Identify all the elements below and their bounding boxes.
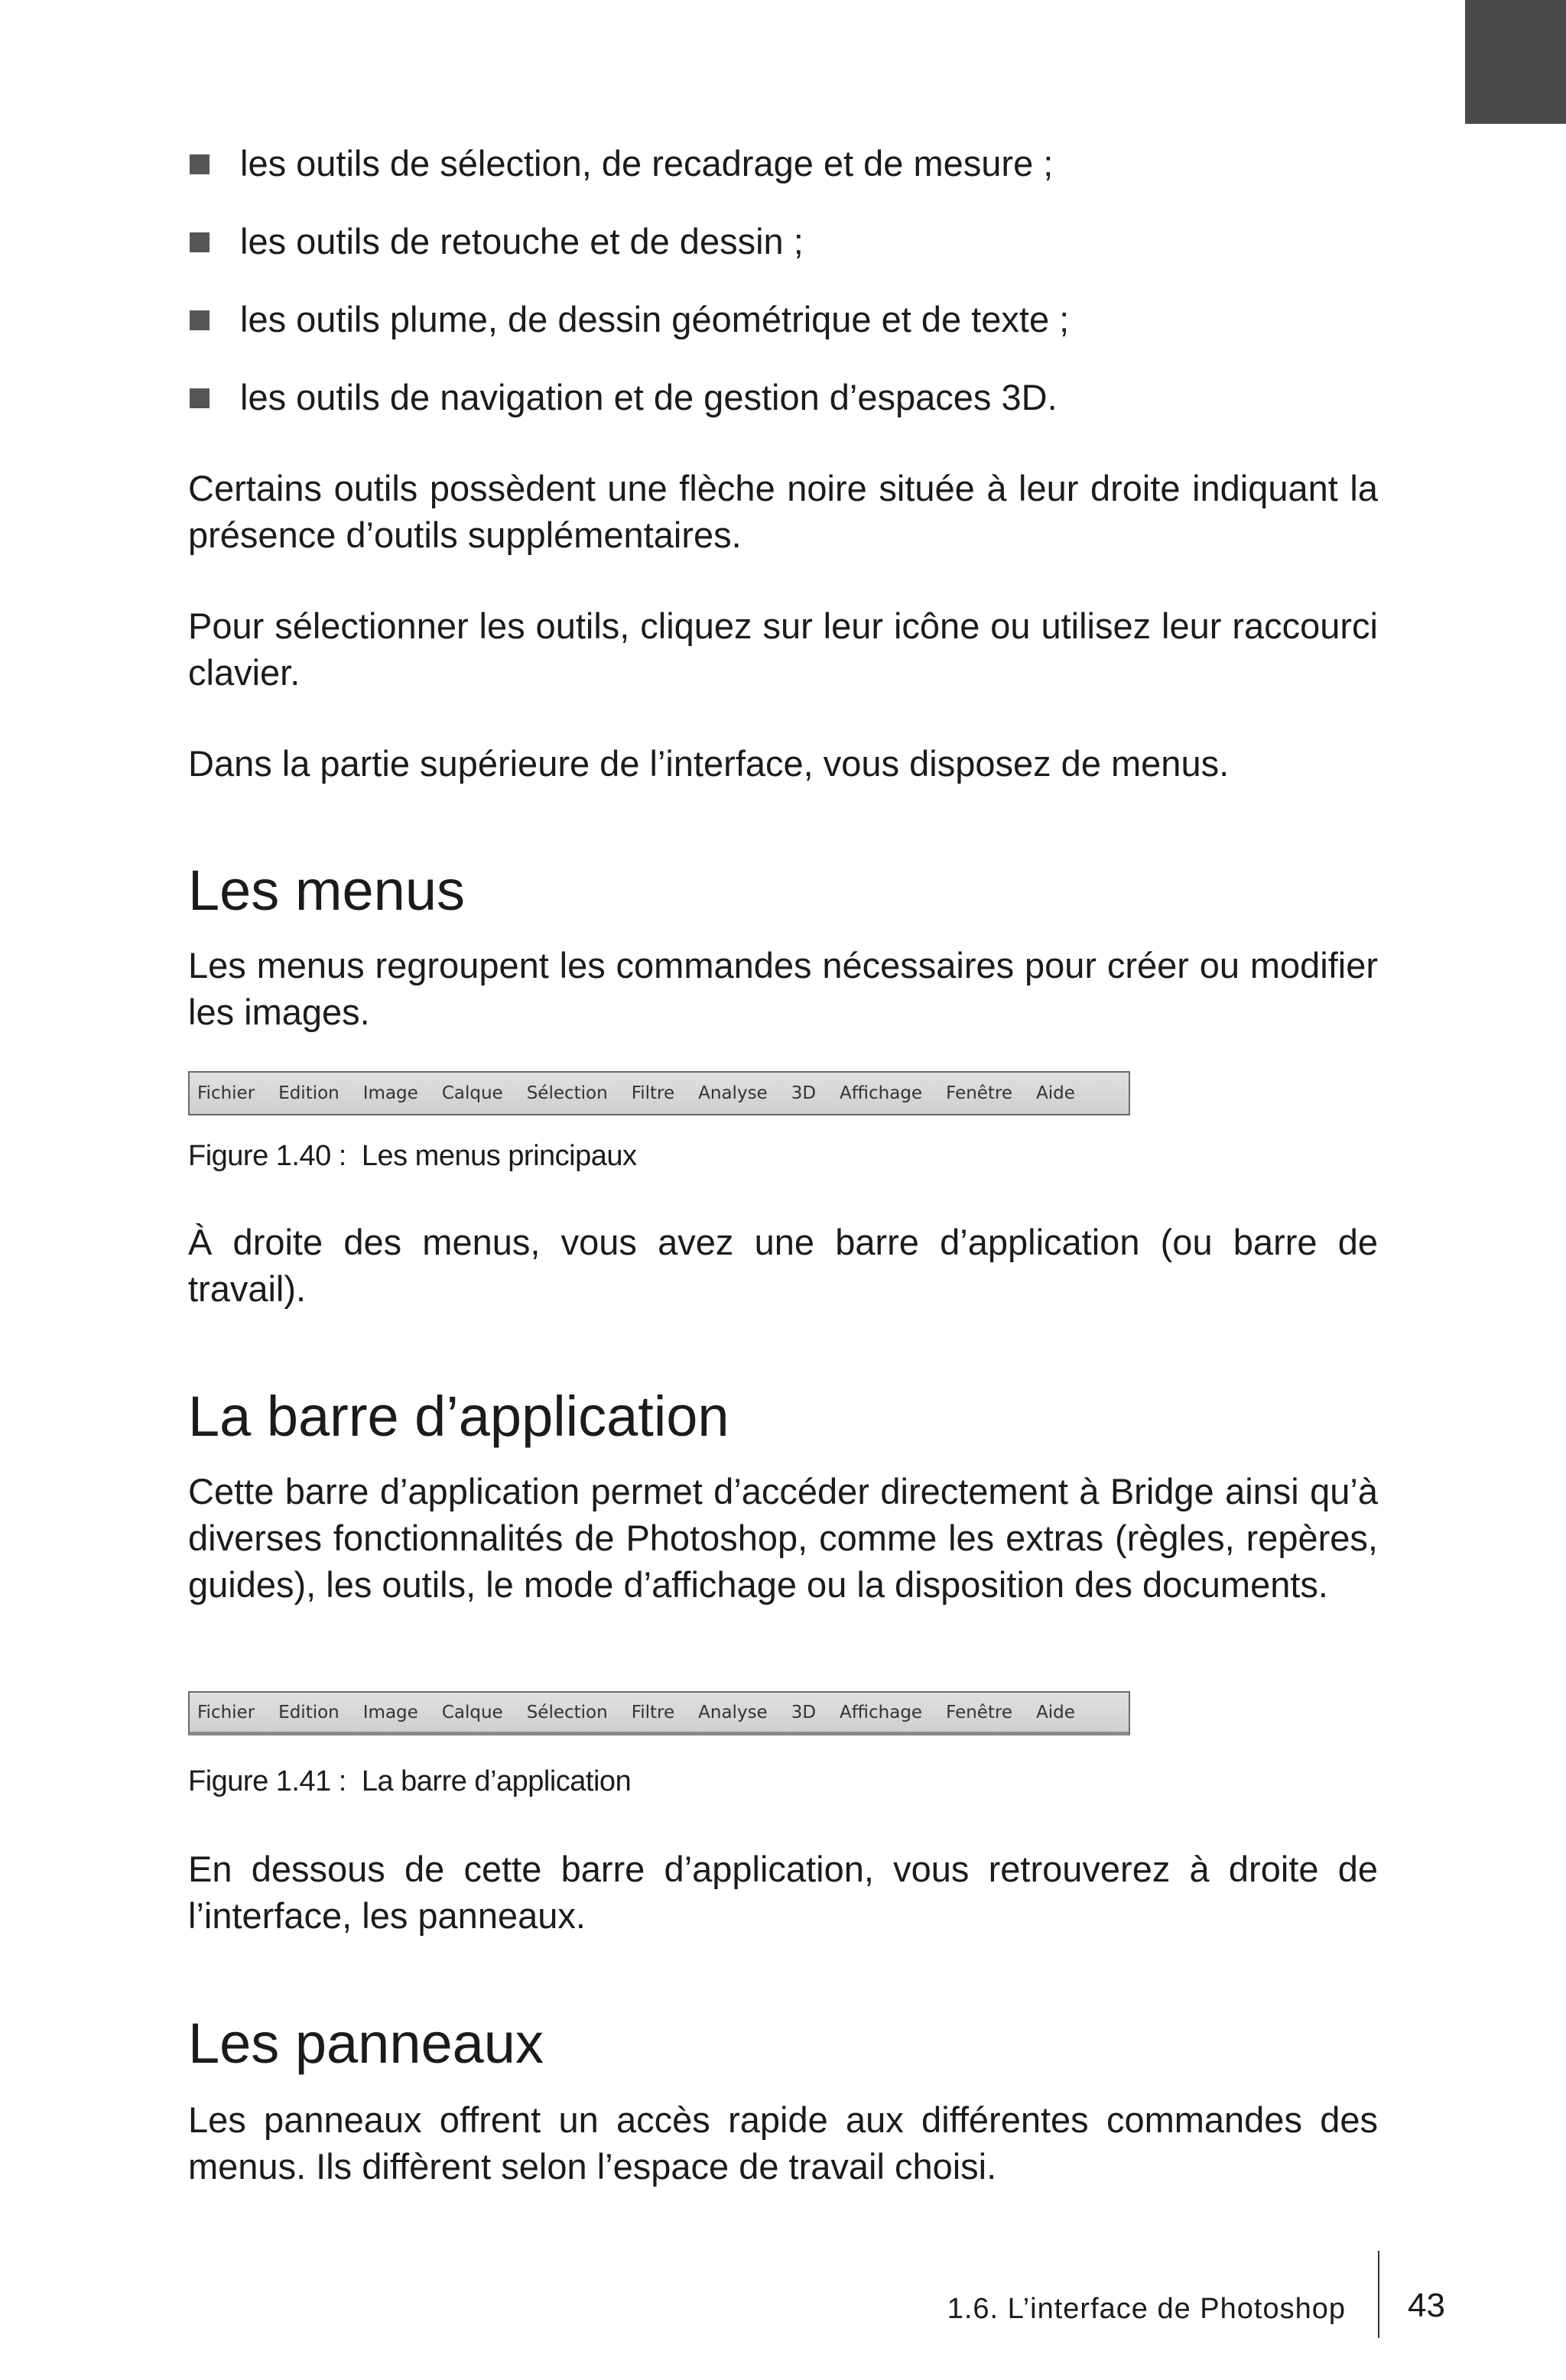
paragraph-tool-arrows: Certains outils possèdent une flèche noire située à leur droite indiquant la présence d’outils supplémentaires. — [188, 468, 1378, 555]
menu-item-3d[interactable]: 3D — [791, 1083, 817, 1103]
menu-item-affichage[interactable]: Affichage — [840, 1083, 923, 1103]
list-item — [188, 370, 1378, 448]
paragraph-after-menus: À droite des menus, vous avez une barre d’application (ou barre de travail). — [188, 1222, 1378, 1309]
bullet-square-icon — [190, 232, 210, 252]
list-item — [188, 292, 1378, 370]
tool-category-list — [188, 136, 1378, 448]
menu-item-edition[interactable]: Edition — [278, 1702, 340, 1722]
figure-label: Figure 1.41 : — [188, 1765, 346, 1797]
list-item-text: les outils de sélection, de recadrage et de mesure ; — [240, 143, 1054, 183]
menu-item-fenetre[interactable]: Fenêtre — [946, 1083, 1013, 1103]
menu-item-3d[interactable]: 3D — [791, 1702, 817, 1722]
heading-les-panneaux: Les panneaux — [188, 2011, 544, 2075]
heading-barre-application: La barre d’application — [188, 1385, 729, 1448]
menu-item-selection[interactable]: Sélection — [526, 1702, 608, 1722]
heading-les-menus: Les menus — [188, 859, 465, 922]
footer-chapter-title: 1.6. L’interface de Photoshop — [947, 2293, 1346, 2325]
list-item-text: les outils plume, de dessin géométrique et de texte ; — [240, 299, 1070, 339]
list-item — [188, 136, 1378, 214]
menu-item-fenetre[interactable]: Fenêtre — [946, 1702, 1013, 1722]
list-item — [188, 214, 1378, 292]
figure-1-40-caption — [188, 1138, 637, 1174]
menu-item-fichier[interactable]: Fichier — [197, 1702, 255, 1722]
paragraph-select-tools: Pour sélectionner les outils, cliquez sur leur icône ou utilisez leur raccourci clavier. — [188, 606, 1378, 693]
paragraph-panels-body: Les panneaux offrent un accès rapide aux différentes commandes des menus. Ils diffèrent selon l’espace de travail choisi. — [188, 2099, 1378, 2187]
menu-item-aide[interactable]: Aide — [1036, 1083, 1075, 1103]
list-item-text: les outils de navigation et de gestion d’espaces 3D. — [240, 377, 1058, 417]
paragraph-appbar-body: Cette barre d’application permet d’accéder directement à Bridge ainsi qu’à diverses fonctionnalités de Photoshop, comme les extras (règles, repères, guides), les outils, le mode d’affichage ou la disposition des documents. — [188, 1471, 1378, 1605]
list-item-text: les outils de retouche et de dessin ; — [240, 221, 804, 261]
figure-1-41-caption — [188, 1763, 631, 1800]
footer-divider — [1378, 2251, 1379, 2338]
paragraph-after-appbar: En dessous de cette barre d’application, vous retrouverez à droite de l’interface, les panneaux. — [188, 1849, 1378, 1936]
bullet-square-icon — [190, 310, 210, 330]
menu-item-calque[interactable]: Calque — [441, 1702, 503, 1722]
menu-item-filtre[interactable]: Filtre — [631, 1083, 675, 1103]
menu-item-image[interactable]: Image — [362, 1083, 418, 1103]
menu-item-affichage[interactable]: Affichage — [840, 1702, 923, 1722]
chapter-tab-marker — [1465, 0, 1566, 124]
menu-item-calque[interactable]: Calque — [441, 1083, 503, 1103]
menu-item-filtre[interactable]: Filtre — [631, 1702, 675, 1722]
menu-item-image[interactable]: Image — [362, 1702, 418, 1722]
menu-item-edition[interactable]: Edition — [278, 1083, 340, 1103]
page-footer — [878, 2248, 1566, 2339]
page-number: 43 — [1408, 2287, 1445, 2324]
menu-item-fichier[interactable]: Fichier — [197, 1083, 255, 1103]
figure-1-40-menu-bar — [188, 1071, 1130, 1115]
paragraph-menus-body: Les menus regroupent les commandes nécessaires pour créer ou modifier les images. — [188, 945, 1378, 1032]
bullet-square-icon — [190, 388, 210, 408]
paragraph-menus-intro: Dans la partie supérieure de l’interface, vous disposez de menus. — [188, 743, 1230, 784]
menu-item-selection[interactable]: Sélection — [526, 1083, 608, 1103]
figure-caption-text: La barre d’application — [361, 1765, 632, 1797]
figure-1-41-app-bar — [188, 1691, 1130, 1735]
figure-label: Figure 1.40 : — [188, 1140, 346, 1172]
menu-item-analyse[interactable]: Analyse — [698, 1083, 768, 1103]
menu-item-analyse[interactable]: Analyse — [698, 1702, 768, 1722]
bullet-square-icon — [190, 154, 210, 174]
menu-item-aide[interactable]: Aide — [1036, 1702, 1075, 1722]
figure-caption-text: Les menus principaux — [361, 1140, 637, 1172]
